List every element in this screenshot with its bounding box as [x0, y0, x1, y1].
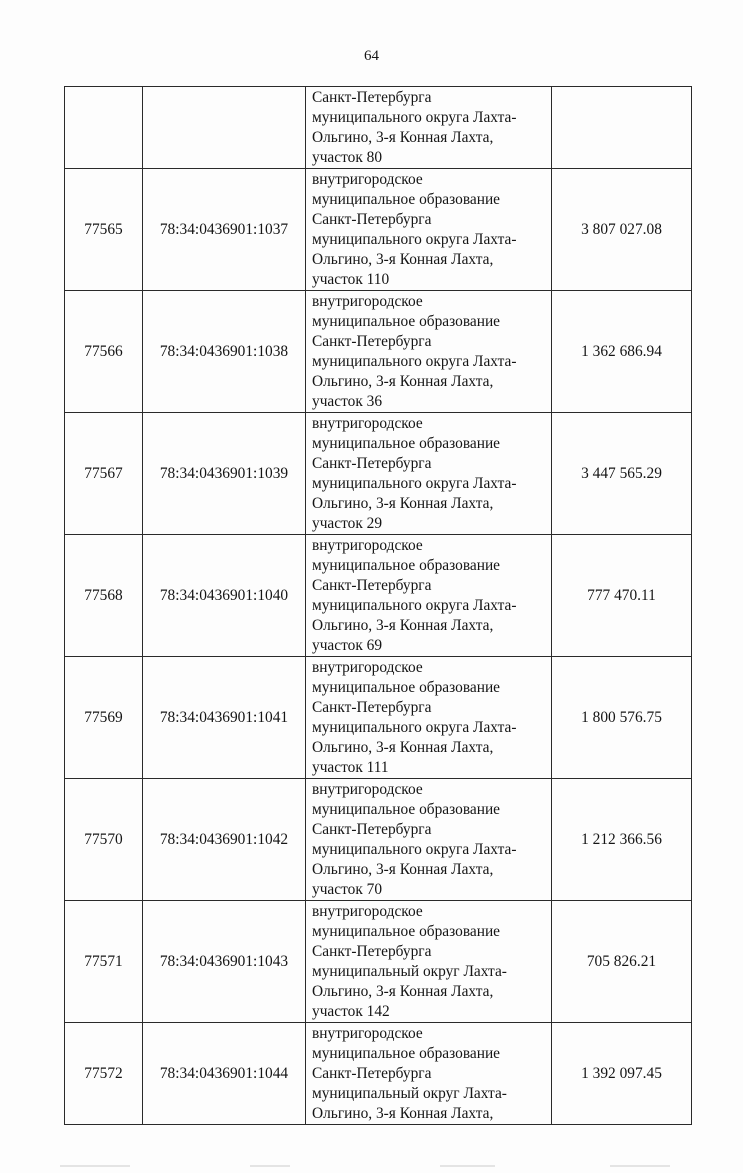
address-line: Ольгино, 3-я Конная Лахта, [312, 251, 494, 268]
address-line: внутригородское [312, 659, 423, 676]
address-line: Санкт-Петербурга [312, 211, 432, 228]
row-number-cell [65, 87, 143, 169]
table-row [65, 657, 692, 779]
address-line: Ольгино, 3-я Конная Лахта, [312, 373, 494, 390]
cadastral-value-cell: 1 212 366.56 [552, 779, 692, 901]
cadastral-value-cell: 1 362 686.94 [552, 291, 692, 413]
scan-artifact [610, 1165, 670, 1167]
row-number-cell: 77568 [65, 535, 143, 657]
row-number-cell: 77566 [65, 291, 143, 413]
table-row [65, 87, 692, 169]
address-line: внутригородское [312, 415, 423, 432]
address-line: муниципальное образование [312, 435, 501, 452]
table-row [65, 535, 692, 657]
address-line: внутригородское [312, 903, 423, 920]
cadastral-number-cell: 78:34:0436901:1043 [143, 901, 306, 1023]
cadastral-value-cell: 1 800 576.75 [552, 657, 692, 779]
scan-artifact [60, 1165, 130, 1167]
address-line: Санкт-Петербурга [312, 699, 432, 716]
address-cell [306, 169, 552, 291]
address-line: участок 142 [312, 1003, 390, 1020]
scan-artifact [440, 1165, 495, 1167]
cadastral-number-cell: 78:34:0436901:1042 [143, 779, 306, 901]
address-line: внутригородское [312, 171, 423, 188]
row-number-cell: 77570 [65, 779, 143, 901]
address-line: муниципальное образование [312, 679, 501, 696]
row-number-cell: 77567 [65, 413, 143, 535]
address-line: участок 36 [312, 393, 383, 410]
address-cell [306, 87, 552, 169]
address-line: муниципальное образование [312, 191, 501, 208]
address-line: муниципального округа Лахта- [312, 841, 517, 858]
cadastral-value-cell: 3 447 565.29 [552, 413, 692, 535]
address-line: внутригородское [312, 1025, 423, 1042]
address-line: муниципальный округ Лахта- [312, 1085, 507, 1102]
cadastral-number-cell: 78:34:0436901:1040 [143, 535, 306, 657]
address-line: муниципальный округ Лахта- [312, 963, 507, 980]
address-cell [306, 535, 552, 657]
address-cell [306, 1023, 552, 1125]
address-cell [306, 901, 552, 1023]
row-number-cell: 77565 [65, 169, 143, 291]
address-line: Ольгино, 3-я Конная Лахта, [312, 129, 494, 146]
address-line: муниципальное образование [312, 923, 501, 940]
address-line: Санкт-Петербурга [312, 455, 432, 472]
scan-artifact [250, 1165, 290, 1167]
table-row [65, 1023, 692, 1125]
address-line: муниципальное образование [312, 1045, 501, 1062]
address-line: муниципального округа Лахта- [312, 597, 517, 614]
address-line: Ольгино, 3-я Конная Лахта, [312, 1105, 494, 1122]
page-number: 64 [364, 48, 379, 64]
address-line: муниципального округа Лахта- [312, 231, 517, 248]
table-row [65, 779, 692, 901]
land-plots-table [64, 86, 692, 1125]
table-row [65, 169, 692, 291]
cadastral-value-cell: 777 470.11 [552, 535, 692, 657]
address-line: Санкт-Петербурга [312, 89, 432, 106]
row-number-cell: 77569 [65, 657, 143, 779]
address-line: Санкт-Петербурга [312, 577, 432, 594]
address-line: муниципальное образование [312, 313, 501, 330]
table-row [65, 413, 692, 535]
address-cell [306, 657, 552, 779]
cadastral-number-cell: 78:34:0436901:1038 [143, 291, 306, 413]
cadastral-value-cell: 3 807 027.08 [552, 169, 692, 291]
address-line: участок 70 [312, 881, 383, 898]
address-line: Санкт-Петербурга [312, 333, 432, 350]
address-line: участок 111 [312, 759, 389, 776]
address-line: внутригородское [312, 293, 423, 310]
address-line: Ольгино, 3-я Конная Лахта, [312, 617, 494, 634]
address-line: Санкт-Петербурга [312, 1065, 432, 1082]
address-line: Санкт-Петербурга [312, 821, 432, 838]
address-line: участок 80 [312, 149, 383, 166]
address-line: муниципальное образование [312, 557, 501, 574]
address-line: внутригородское [312, 781, 423, 798]
address-line: муниципального округа Лахта- [312, 475, 517, 492]
address-cell [306, 413, 552, 535]
address-line: Ольгино, 3-я Конная Лахта, [312, 495, 494, 512]
row-number-cell: 77572 [65, 1023, 143, 1125]
cadastral-number-cell: 78:34:0436901:1037 [143, 169, 306, 291]
address-cell [306, 779, 552, 901]
table-row [65, 291, 692, 413]
address-line: муниципальное образование [312, 801, 501, 818]
cadastral-value-cell: 1 392 097.45 [552, 1023, 692, 1125]
cadastral-number-cell [143, 87, 306, 169]
table-row [65, 901, 692, 1023]
address-line: Ольгино, 3-я Конная Лахта, [312, 861, 494, 878]
row-number-cell: 77571 [65, 901, 143, 1023]
address-line: Ольгино, 3-я Конная Лахта, [312, 739, 494, 756]
address-line: внутригородское [312, 537, 423, 554]
address-line: муниципального округа Лахта- [312, 719, 517, 736]
address-line: Санкт-Петербурга [312, 943, 432, 960]
address-line: муниципального округа Лахта- [312, 353, 517, 370]
address-line: участок 110 [312, 271, 390, 288]
cadastral-number-cell: 78:34:0436901:1039 [143, 413, 306, 535]
cadastral-value-cell [552, 87, 692, 169]
cadastral-number-cell: 78:34:0436901:1044 [143, 1023, 306, 1125]
address-line: участок 29 [312, 515, 383, 532]
address-line: Ольгино, 3-я Конная Лахта, [312, 983, 494, 1000]
address-line: муниципального округа Лахта- [312, 109, 517, 126]
cadastral-value-cell: 705 826.21 [552, 901, 692, 1023]
cadastral-number-cell: 78:34:0436901:1041 [143, 657, 306, 779]
address-cell [306, 291, 552, 413]
address-line: участок 69 [312, 637, 383, 654]
